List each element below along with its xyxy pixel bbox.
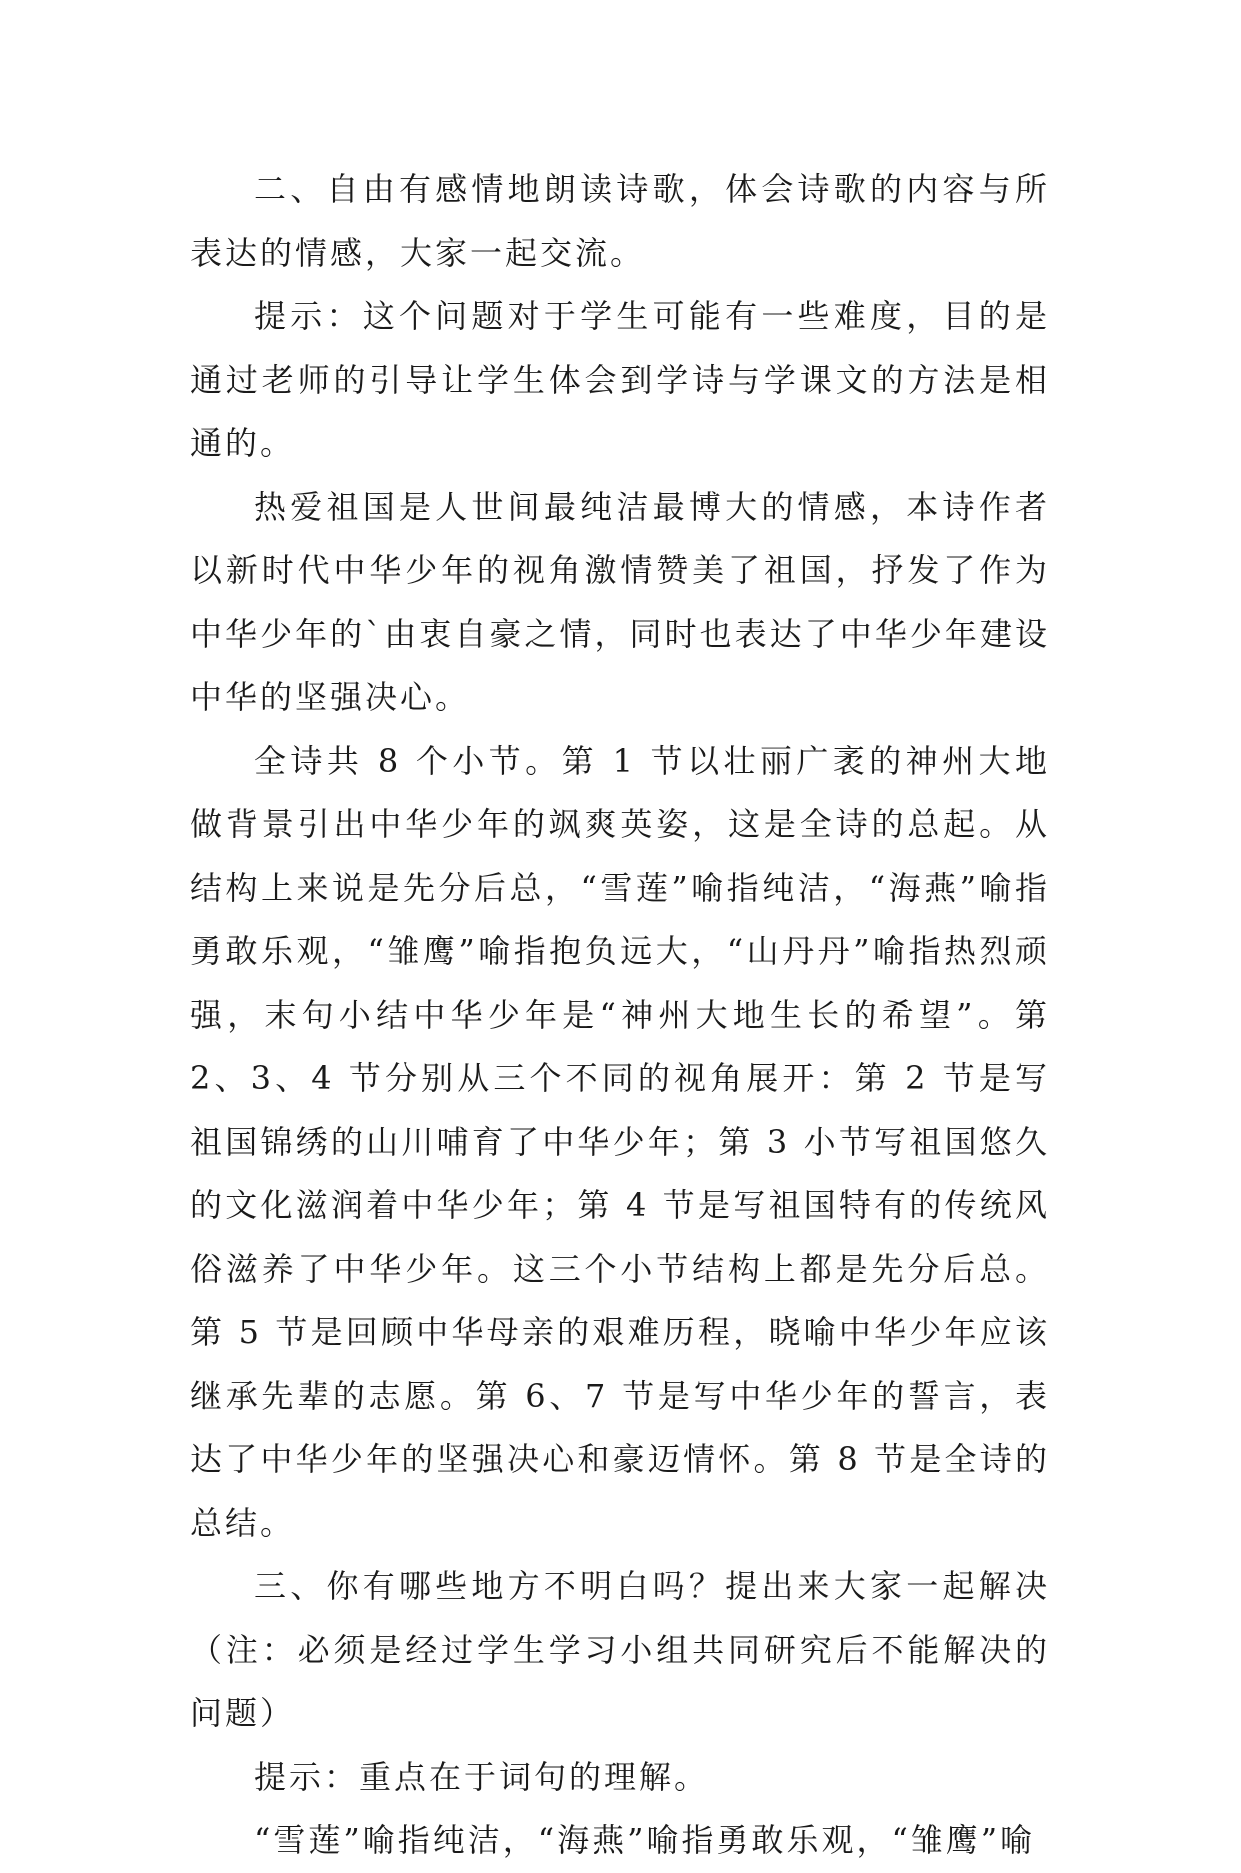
paragraph-hint-one: 提示：这个问题对于学生可能有一些难度，目的是通过老师的引导让学生体会到学诗与学课文的方法是相通的。 bbox=[190, 297, 1050, 462]
paragraph-theme: 热爱祖国是人世间最纯洁最博大的情感，本诗作者以新时代中华少年的视角激情赞美了祖国，抒发了作为中华少年的`由衷自豪之情，同时也表达了中华少年建设中华的坚强决心。 bbox=[190, 487, 1050, 716]
paragraph-hint-two: 提示：重点在于词句的理解。 bbox=[254, 1757, 710, 1796]
paragraph-structure: 全诗共 8 个小节。第 1 节以壮丽广袤的神州大地做背景引出中华少年的飒爽英姿，这是全诗的总起。从结构上来说是先分后总，“雪莲”喻指纯洁，“海燕”喻指勇敢乐观，“雏鹰”喻指抱负远大，“山丹丹”喻指热烈顽强，末句小结中华少年是“神州大地生长的希望”。第 2、3、4 节分别从三个不同的视角展开：第 2 节是写祖国锦绣的山川哺育了中华少年；第 3 小节写祖国悠久的文化滋润着中华少年；第 4 节是写祖国特有的传统风俗滋养了中华少年。这三个小节结构上都是先分后总。第 5 节是回顾中华母亲的艰难历程，晓喻中华少年应该继承先辈的志愿。第 6、7 节是写中华少年的誓言，表达了中华少年的坚强决心和豪迈情怀。第 8 节是全诗的总结。 bbox=[190, 741, 1050, 1542]
paragraph-question-two: 二、自由有感情地朗读诗歌，体会诗歌的内容与所表达的情感，大家一起交流。 bbox=[190, 170, 1050, 272]
document-body bbox=[190, 158, 1050, 1873]
paragraph-metaphors: “雪莲”喻指纯洁，“海燕”喻指勇敢乐观，“雏鹰”喻 bbox=[254, 1821, 1036, 1859]
paragraph-question-three: 三、你有哪些地方不明白吗？提出来大家一起解决（注：必须是经过学生学习小组共同研究后不能解决的问题） bbox=[190, 1567, 1050, 1732]
